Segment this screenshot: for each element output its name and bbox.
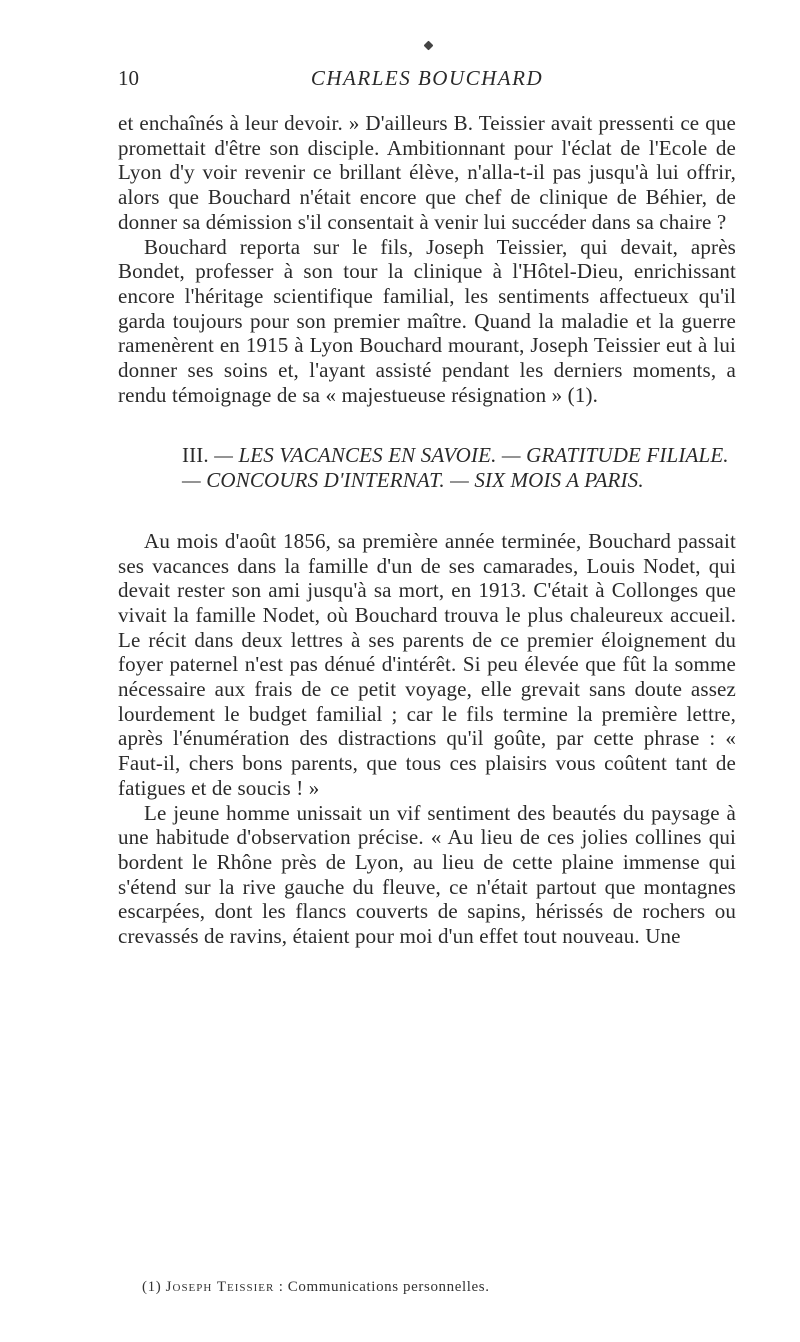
section-heading [118,443,736,492]
footnote-text: : Communications personnelles. [278,1279,490,1295]
body-text [118,111,736,949]
paragraph: et enchaînés à leur devoir. » D'ailleurs B. Teissier avait pressenti ce que promettait d'être son disciple. Ambitionnant pour l'éclat de l'Ecole de Lyon d'y voir revenir ce brillant élève, n'alla-t-il pas jusqu'à lui offrir, alors que Bouchard n'était encore que chef de clinique de Béhier, de donner sa démission s'il consentait à venir lui succéder dans sa chaire ? [118,111,736,234]
section-number: III. [182,443,209,468]
footnote-marker: (1) [142,1279,162,1295]
paragraph: Bouchard reporta sur le fils, Joseph Teissier, qui devait, après Bondet, professer à son tour la clinique à l'Hôtel-Dieu, enrichissant encore l'héritage scientifique familial, les sentiments affectueux qu'il garda toujours pour son premier maître. Quand la maladie et la guerre ramenèrent en 1915 à Lyon Bouchard mourant, Joseph Teissier eut à lui donner ses soins et, l'ayant assisté pendant les derniers moments, a rendu témoignage de sa « majestueuse résignation » (1). [118,234,736,407]
footnote-author: Joseph Teissier [165,1279,275,1295]
printer-mark [424,41,434,51]
paragraph: Le jeune homme unissait un vif sentiment des beautés du paysage à une habitude d'observation précise. « Au lieu de ces jolies collines qui bordent le Rhône près de Lyon, au lieu de cette plaine immense qui s'étend sur la rive gauche du fleuve, ce n'était partout que montagnes escarpées, dont les flancs couverts de sapins, hérissés de rochers ou crevassés de ravins, étaient pour moi d'un effet tout nouveau. Une [118,800,736,949]
running-head [118,66,736,96]
footnote [142,1279,742,1296]
page-number: 10 [118,66,139,90]
paragraph: Au mois d'août 1856, sa première année terminée, Bouchard passait ses vacances dans la famille d'un de ses camarades, Louis Nodet, qui devait rester son ami jusqu'à sa mort, en 1913. C'était à Collonges que vivait la famille Nodet, où Bouchard trouva le plus chaleureux accueil. Le récit dans deux lettres à ses parents de ce premier éloignement du foyer paternel n'est pas dénué d'intérêt. Si peu élevée que fût la somme nécessaire aux frais de ce petit voyage, elle grevait sans doute assez lourdement le budget familial ; car le fils termine la première lettre, après l'énumération des distractions qu'il goûte, par cette phrase : « Faut-il, chers bons parents, que tous ces plaisirs vous coûtent tant de fatigues et de soucis ! » [118,528,736,800]
running-title: CHARLES BOUCHARD [310,66,544,90]
section-title: — LES VACANCES EN SAVOIE. — GRATITUDE FILIALE. — CONCOURS D'INTERNAT. — SIX MOIS A PARIS. [182,443,729,493]
